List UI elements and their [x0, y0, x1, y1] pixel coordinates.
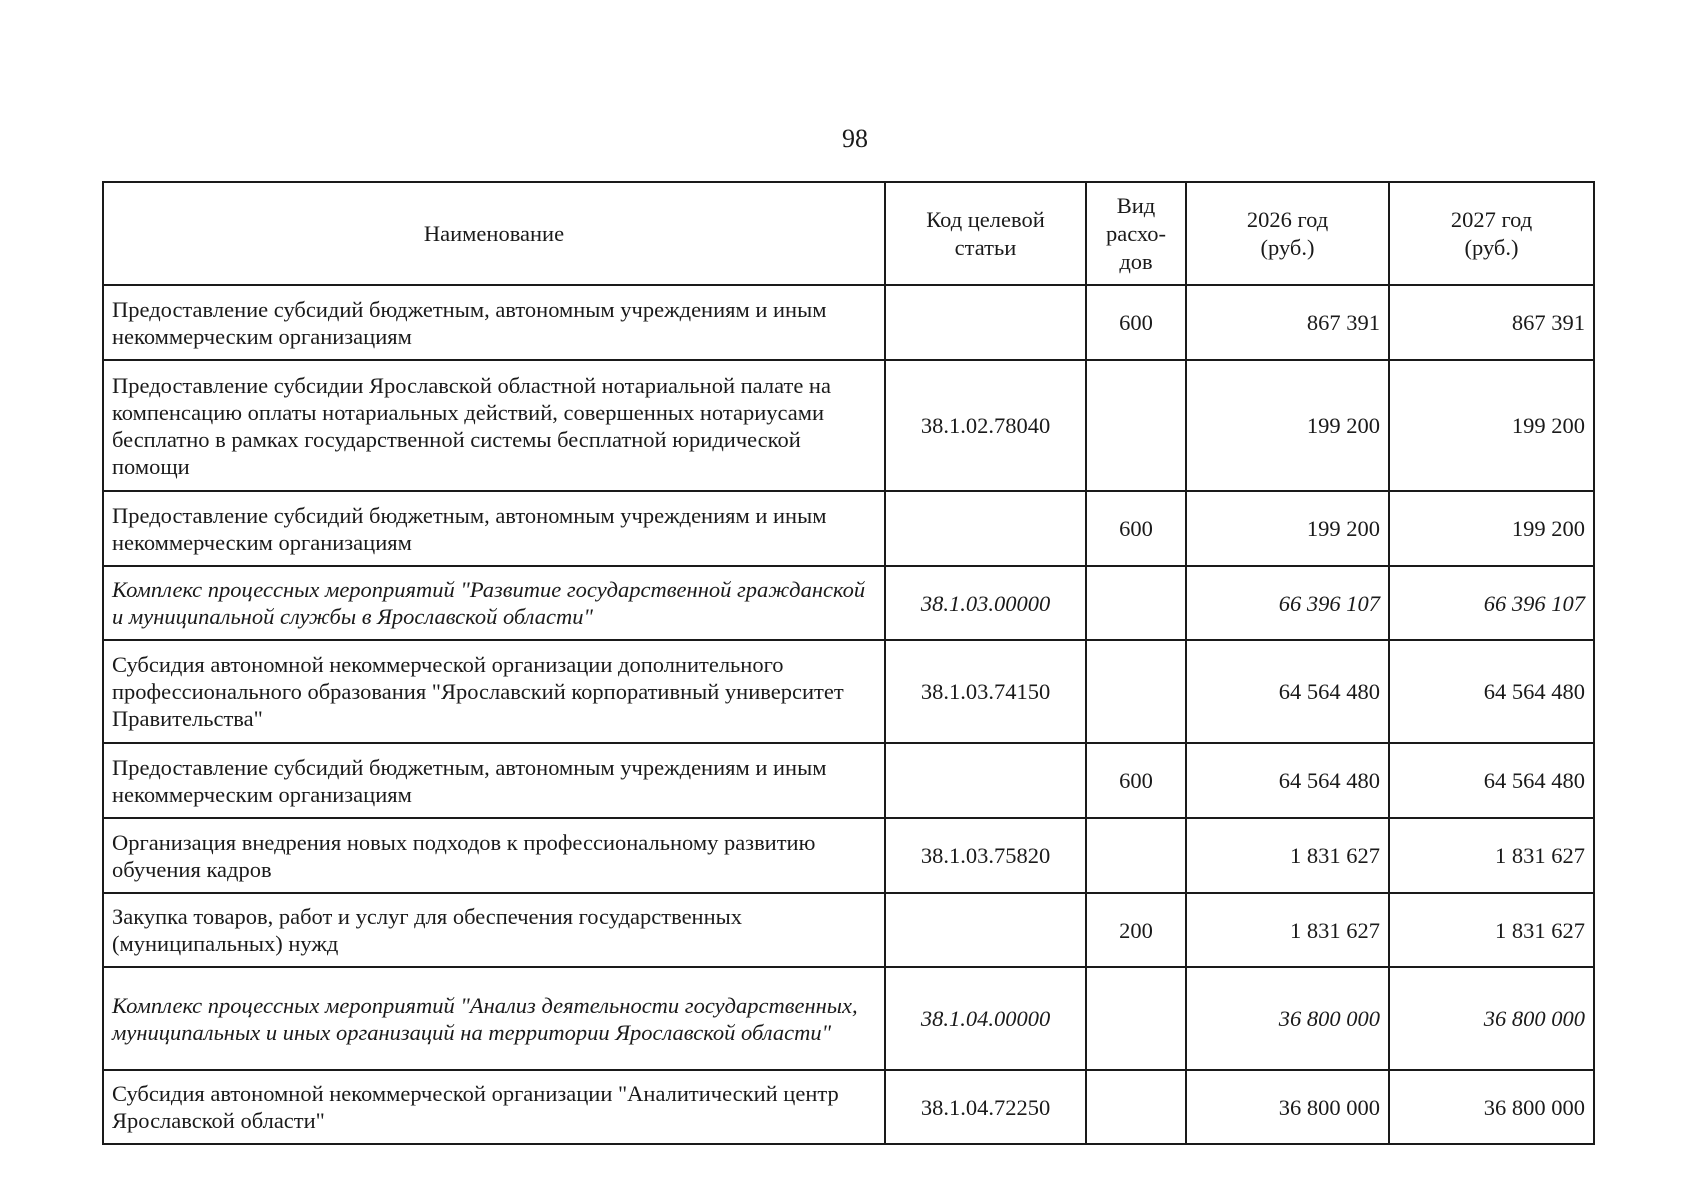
row-2026: 867 391 — [1186, 285, 1389, 360]
row-name: Субсидия автономной некоммерческой организации дополнительного профессионального образования "Ярославский корпоративный университет Правительства" — [103, 640, 885, 743]
row-type: 600 — [1086, 491, 1186, 566]
row-2026: 1 831 627 — [1186, 818, 1389, 893]
row-2027: 867 391 — [1389, 285, 1594, 360]
row-type — [1086, 640, 1186, 743]
row-type — [1086, 360, 1186, 491]
row-name: Предоставление субсидии Ярославской областной нотариальной палате на компенсацию оплаты нотариальных действий, совершенных нотариусами бесплатно в рамках государственной системы бесплатной юридической помощи — [103, 360, 885, 491]
row-code — [885, 743, 1086, 818]
row-2027: 36 800 000 — [1389, 1070, 1594, 1144]
row-code: 38.1.02.78040 — [885, 360, 1086, 491]
table-row — [103, 491, 1594, 566]
header-type: Вид расхо- дов — [1086, 182, 1186, 285]
row-type — [1086, 967, 1186, 1070]
row-2027: 199 200 — [1389, 360, 1594, 491]
row-type: 600 — [1086, 285, 1186, 360]
table-row — [103, 893, 1594, 967]
row-2026: 199 200 — [1186, 360, 1389, 491]
row-code — [885, 491, 1086, 566]
table-header-row — [103, 182, 1594, 285]
row-code: 38.1.03.75820 — [885, 818, 1086, 893]
table-row — [103, 640, 1594, 743]
row-2026: 36 800 000 — [1186, 967, 1389, 1070]
table-row — [103, 743, 1594, 818]
row-type — [1086, 1070, 1186, 1144]
row-2027: 66 396 107 — [1389, 566, 1594, 640]
header-name: Наименование — [103, 182, 885, 285]
header-2026: 2026 год (руб.) — [1186, 182, 1389, 285]
row-code — [885, 893, 1086, 967]
row-2026: 64 564 480 — [1186, 743, 1389, 818]
row-2027: 1 831 627 — [1389, 893, 1594, 967]
row-name: Комплекс процессных мероприятий "Развитие государственной гражданской и муниципальной службы в Ярославской области" — [103, 566, 885, 640]
table-row — [103, 1070, 1594, 1144]
table-row — [103, 818, 1594, 893]
row-2026: 66 396 107 — [1186, 566, 1389, 640]
header-2027: 2027 год (руб.) — [1389, 182, 1594, 285]
row-2026: 1 831 627 — [1186, 893, 1389, 967]
row-name: Закупка товаров, работ и услуг для обеспечения государственных (муниципальных) нужд — [103, 893, 885, 967]
row-type: 200 — [1086, 893, 1186, 967]
table-row — [103, 360, 1594, 491]
row-name: Предоставление субсидий бюджетным, автономным учреждениям и иным некоммерческим организациям — [103, 743, 885, 818]
row-2027: 64 564 480 — [1389, 743, 1594, 818]
row-2027: 64 564 480 — [1389, 640, 1594, 743]
row-2026: 64 564 480 — [1186, 640, 1389, 743]
row-name: Предоставление субсидий бюджетным, автономным учреждениям и иным некоммерческим организациям — [103, 285, 885, 360]
table-row — [103, 967, 1594, 1070]
row-code — [885, 285, 1086, 360]
table-row — [103, 285, 1594, 360]
row-type — [1086, 566, 1186, 640]
table-row — [103, 566, 1594, 640]
row-2027: 36 800 000 — [1389, 967, 1594, 1070]
row-code: 38.1.03.74150 — [885, 640, 1086, 743]
row-name: Субсидия автономной некоммерческой организации "Аналитический центр Ярославской области" — [103, 1070, 885, 1144]
row-code: 38.1.03.00000 — [885, 566, 1086, 640]
row-2026: 199 200 — [1186, 491, 1389, 566]
page-number: 98 — [842, 124, 868, 153]
row-2027: 199 200 — [1389, 491, 1594, 566]
row-type: 600 — [1086, 743, 1186, 818]
row-code: 38.1.04.00000 — [885, 967, 1086, 1070]
budget-table — [102, 181, 1595, 1145]
row-name: Комплекс процессных мероприятий "Анализ деятельности государственных, муниципальных и иных организаций на территории Ярославской области" — [103, 967, 885, 1070]
row-code: 38.1.04.72250 — [885, 1070, 1086, 1144]
row-name: Предоставление субсидий бюджетным, автономным учреждениям и иным некоммерческим организациям — [103, 491, 885, 566]
row-2026: 36 800 000 — [1186, 1070, 1389, 1144]
row-type — [1086, 818, 1186, 893]
row-2027: 1 831 627 — [1389, 818, 1594, 893]
header-code: Код целевой статьи — [885, 182, 1086, 285]
row-name: Организация внедрения новых подходов к профессиональному развитию обучения кадров — [103, 818, 885, 893]
